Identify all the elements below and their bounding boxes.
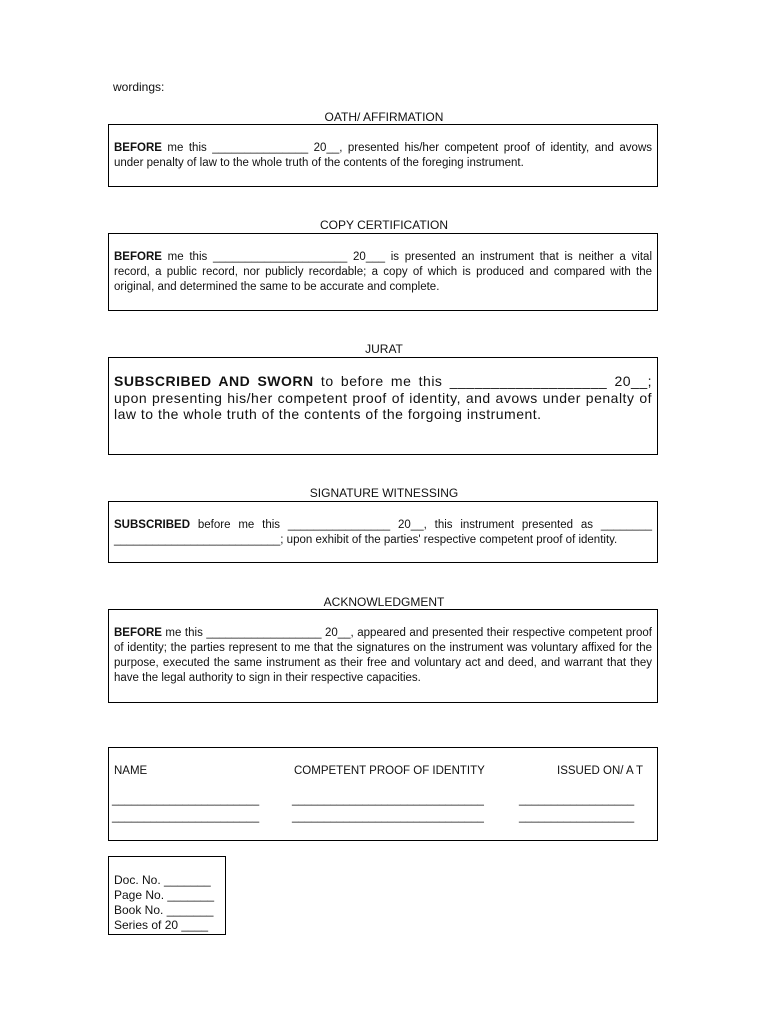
record-box — [108, 856, 226, 935]
identity-table — [108, 747, 658, 841]
jurat-text: to before me this ___________________ 20__; upon presenting his/her competent proof of identity, and avows under penalty of law to the whole truth of the contents of the forgoing instrument. — [114, 373, 652, 422]
row1-name-line: _______________________ — [112, 794, 260, 806]
copy-text: me this _____________________ 20___ is presented an instrument that is neither a vital record, a public record, nor publicly recordable; a copy of which is produced and compared with the original, and determined the same to be accurate and complete. — [114, 251, 652, 293]
header-proof: COMPETENT PROOF OF IDENTITY — [294, 765, 485, 777]
jurat-heading: JURAT — [365, 342, 403, 356]
book-no: Book No. _______ — [114, 903, 214, 917]
page-no: Page No. _______ — [114, 888, 215, 902]
ack-text: me this __________________ 20__, appeared and presented their respective competent proof of identity; the parties represent to me that the signatures on the instrument was voluntary affixed for the purpose, executed the same instrument as their free and voluntary act and deed, and warrant that they have the legal authority to sign in their respective capacities. — [114, 627, 652, 684]
jurat-box — [108, 357, 658, 455]
intro-text: wordings: — [113, 80, 165, 94]
oath-text: me this _______________ 20__, presented his/her competent proof of identity, and avows under penalty of law to the whole truth of the contents of the foreging instrument. — [114, 142, 652, 169]
jurat-lead: SUBSCRIBED AND SWORN — [114, 373, 314, 389]
signature-paragraph — [114, 518, 652, 548]
oath-lead: BEFORE — [114, 142, 162, 154]
signature-box — [108, 501, 658, 563]
copy-paragraph — [114, 250, 652, 295]
header-issued: ISSUED ON/ A T — [557, 765, 644, 777]
row1-issued-line: __________________ — [519, 794, 635, 806]
row2-proof-line: ______________________________ — [292, 811, 484, 823]
signature-text: before me this ________________ 20__, this instrument presented as ________ __________________________; upon exhibit of the parties' respective competent proof of identity. — [114, 519, 652, 546]
series-no: Series of 20 ____ — [114, 918, 209, 932]
ack-box — [108, 609, 658, 703]
ack-lead: BEFORE — [114, 627, 162, 639]
copy-heading: COPY CERTIFICATION — [319, 218, 448, 232]
ack-paragraph — [114, 626, 652, 686]
copy-lead: BEFORE — [114, 251, 162, 263]
signature-lead: SUBSCRIBED — [114, 519, 191, 531]
row2-issued-line: __________________ — [519, 811, 635, 823]
signature-heading: SIGNATURE WITNESSING — [309, 486, 459, 500]
oath-heading: OATH/ AFFIRMATION — [324, 110, 444, 124]
header-name: NAME — [114, 765, 148, 777]
row2-name-line: _______________________ — [112, 811, 260, 823]
doc-no: Doc. No. _______ — [114, 873, 211, 887]
ack-heading: ACKNOWLEDGMENT — [323, 595, 445, 609]
row1-proof-line: ______________________________ — [292, 794, 484, 806]
copy-box — [108, 233, 658, 311]
oath-box — [108, 124, 658, 187]
jurat-paragraph — [114, 373, 652, 423]
oath-paragraph — [114, 141, 652, 171]
